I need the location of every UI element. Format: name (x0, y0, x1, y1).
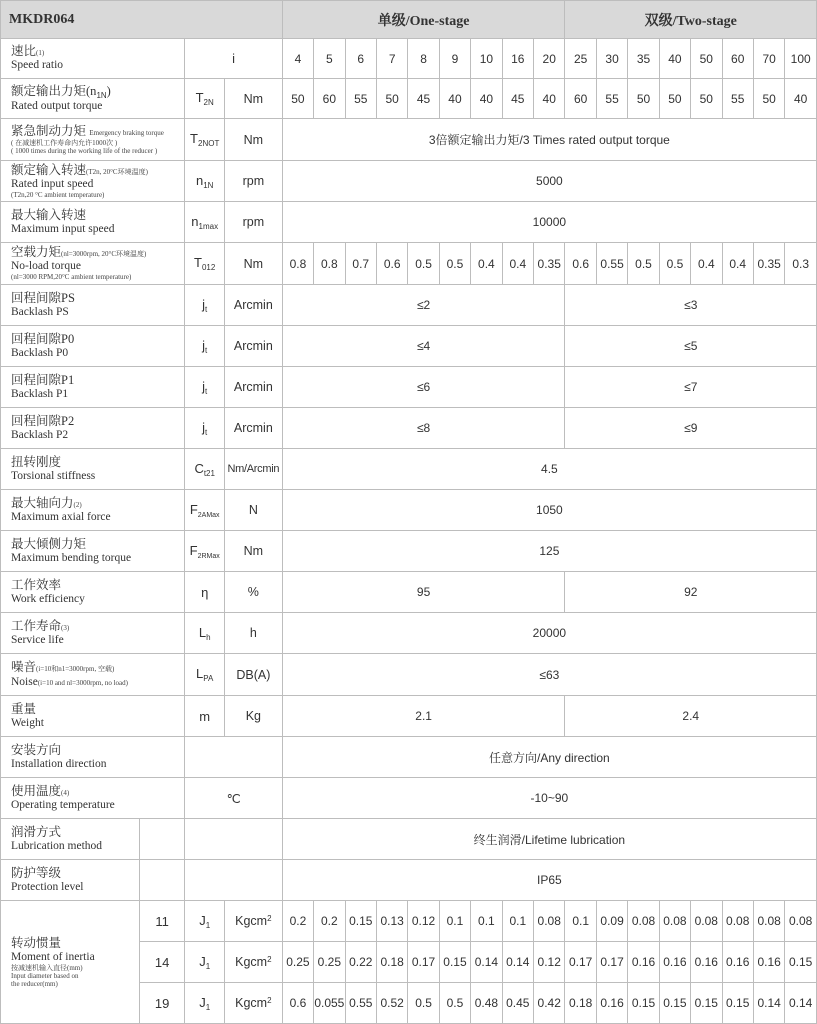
protection-row (1, 860, 817, 901)
ratio-label: 速比(1) Speed ratio (1, 39, 185, 79)
inertia-value: 0.1 (565, 901, 596, 942)
emergency-torque-value: 3倍额定输出力矩/3 Times rated output torque (282, 119, 816, 161)
inertia-value: 0.1 (471, 901, 502, 942)
weight-unit: Kg (224, 696, 282, 737)
inertia-label: 转动惯量 Moment of inertia 按减速机输入直径(mm) Input diameter based on the reducer(mm) (1, 901, 140, 1024)
rated-torque-value: 40 (439, 79, 470, 119)
noload-torque-value: 0.5 (408, 243, 439, 285)
noload-torque-value: 0.5 (659, 243, 690, 285)
inertia-value: 0.17 (565, 942, 596, 983)
noload-torque-value: 0.8 (314, 243, 345, 285)
rated-torque-value: 55 (345, 79, 376, 119)
rated-torque-value: 60 (314, 79, 345, 119)
inertia-value: 0.6 (282, 983, 313, 1024)
inertia-value: 0.12 (408, 901, 439, 942)
rated-speed-row (1, 161, 817, 202)
ratio-value: 60 (722, 39, 753, 79)
ratio-value: 30 (596, 39, 627, 79)
efficiency-two-stage: 92 (565, 572, 817, 613)
inertia-value: 0.08 (691, 901, 722, 942)
service-life-label: 工作寿命(3) Service life (1, 613, 185, 654)
efficiency-symbol: η (185, 572, 225, 613)
backlash-ps-unit: Arcmin (224, 285, 282, 326)
inertia-value: 0.16 (753, 942, 784, 983)
ratio-value: 70 (753, 39, 784, 79)
efficiency-one-stage: 95 (282, 572, 565, 613)
inertia-unit: Kgcm$^2$ (224, 901, 282, 942)
noload-torque-value: 0.7 (345, 243, 376, 285)
rated-torque-unit: Nm (224, 79, 282, 119)
max-speed-value: 10000 (282, 202, 816, 243)
ratio-value: 50 (691, 39, 722, 79)
weight-two-stage: 2.4 (565, 696, 817, 737)
noload-torque-label: 空载力矩(nl=3000rpm, 20°C环境温度) No-load torque (nl=3000 RPM,20°C ambient temperature) (1, 243, 185, 285)
inertia-value: 0.08 (628, 901, 659, 942)
inertia-value: 0.25 (282, 942, 313, 983)
noise-symbol: $L_{PA}$ (185, 654, 225, 696)
rated-torque-value: 55 (722, 79, 753, 119)
inertia-value: 0.14 (753, 983, 784, 1024)
ratio-value: 35 (628, 39, 659, 79)
inertia-value: 0.055 (314, 983, 345, 1024)
bending-torque-symbol: $F_{2RMax}$ (185, 531, 225, 572)
backlash-p2-row (1, 408, 817, 449)
noload-torque-value: 0.35 (753, 243, 784, 285)
backlash-p1-symbol: $j_t$ (185, 367, 225, 408)
axial-force-label: 最大轴向力(2) Maximum axial force (1, 490, 185, 531)
noload-torque-value: 0.35 (533, 243, 565, 285)
rated-torque-symbol: $T_{2N}$ (185, 79, 225, 119)
inertia-value: 0.1 (502, 901, 533, 942)
model-name: MKDR064 (1, 1, 283, 39)
backlash-ps-label: 回程间隙PS Backlash PS (1, 285, 185, 326)
inertia-value: 0.2 (282, 901, 313, 942)
rated-speed-label: 额定输入转速(T2n, 20°C环境温度) Rated input speed (T2n,20 °C ambient temperature) (1, 161, 185, 202)
backlash-p1-two-stage: ≤7 (565, 367, 817, 408)
ratio-value: 6 (345, 39, 376, 79)
rated-torque-value: 45 (408, 79, 439, 119)
inertia-value: 0.5 (439, 983, 470, 1024)
rated-torque-value: 50 (628, 79, 659, 119)
stiffness-row (1, 449, 817, 490)
backlash-p1-label: 回程间隙P1 Backlash P1 (1, 367, 185, 408)
backlash-p0-label: 回程间隙P0 Backlash P0 (1, 326, 185, 367)
inertia-value: 0.08 (722, 901, 753, 942)
inertia-value: 0.14 (471, 942, 502, 983)
inertia-value: 0.13 (376, 901, 407, 942)
lubrication-row (1, 819, 817, 860)
rated-speed-unit: rpm (224, 161, 282, 202)
backlash-ps-two-stage: ≤3 (565, 285, 817, 326)
inertia-value: 0.25 (314, 942, 345, 983)
axial-force-row (1, 490, 817, 531)
noload-torque-value: 0.5 (439, 243, 470, 285)
inertia-value: 0.42 (533, 983, 565, 1024)
inertia-value: 0.15 (722, 983, 753, 1024)
backlash-p0-unit: Arcmin (224, 326, 282, 367)
bending-torque-label: 最大倾侧力矩 Maximum bending torque (1, 531, 185, 572)
inertia-value: 0.18 (565, 983, 596, 1024)
protection-label: 防护等级 Protection level (1, 860, 140, 901)
noload-torque-value: 0.4 (722, 243, 753, 285)
rated-torque-label: 额定输出力矩$(n_{1N})$ Rated output torque (1, 79, 185, 119)
noload-torque-value: 0.6 (565, 243, 596, 285)
header-row (1, 1, 817, 39)
rated-torque-value: 40 (785, 79, 817, 119)
rated-torque-value: 55 (596, 79, 627, 119)
inertia-symbol: $J_1$ (185, 901, 225, 942)
backlash-p2-unit: Arcmin (224, 408, 282, 449)
inertia-value: 0.17 (596, 942, 627, 983)
protection-empty-b (185, 860, 282, 901)
service-life-unit: h (224, 613, 282, 654)
max-speed-unit: rpm (224, 202, 282, 243)
noise-unit: DB(A) (224, 654, 282, 696)
rated-torque-value: 40 (471, 79, 502, 119)
inertia-value: 0.16 (628, 942, 659, 983)
noload-torque-row (1, 243, 817, 285)
lubrication-empty-a (139, 819, 185, 860)
ratio-value: 100 (785, 39, 817, 79)
inertia-diameter: 19 (139, 983, 185, 1024)
axial-force-symbol: $F_{2AMax}$ (185, 490, 225, 531)
rated-speed-value: 5000 (282, 161, 816, 202)
lubrication-empty-b (185, 819, 282, 860)
ratio-value: 10 (471, 39, 502, 79)
inertia-value: 0.16 (691, 942, 722, 983)
rated-torque-value: 50 (659, 79, 690, 119)
stiffness-label: 扭转刚度 Torsional stiffness (1, 449, 185, 490)
max-speed-label: 最大输入转速 Maximum input speed (1, 202, 185, 243)
inertia-value: 0.15 (659, 983, 690, 1024)
rated-torque-value: 50 (753, 79, 784, 119)
bending-torque-row (1, 531, 817, 572)
weight-symbol: m (185, 696, 225, 737)
backlash-p0-one-stage: ≤4 (282, 326, 565, 367)
backlash-p1-unit: Arcmin (224, 367, 282, 408)
inertia-value: 0.18 (376, 942, 407, 983)
axial-force-unit: N (224, 490, 282, 531)
rated-torque-value: 50 (282, 79, 313, 119)
rated-torque-value: 60 (565, 79, 596, 119)
backlash-ps-row (1, 285, 817, 326)
efficiency-unit: % (224, 572, 282, 613)
rated-torque-value: 50 (691, 79, 722, 119)
ratio-value: 40 (659, 39, 690, 79)
noload-torque-symbol: $T_{012}$ (185, 243, 225, 285)
ratio-row (1, 39, 817, 79)
inertia-value: 0.08 (533, 901, 565, 942)
emergency-torque-symbol: $T_{2NOT}$ (185, 119, 225, 161)
noload-torque-value: 0.3 (785, 243, 817, 285)
backlash-p1-row (1, 367, 817, 408)
noload-torque-value: 0.5 (628, 243, 659, 285)
backlash-p0-two-stage: ≤5 (565, 326, 817, 367)
noload-torque-unit: Nm (224, 243, 282, 285)
protection-empty-a (139, 860, 185, 901)
backlash-p0-symbol: $j_t$ (185, 326, 225, 367)
noise-value: ≤63 (282, 654, 816, 696)
rated-torque-row (1, 79, 817, 119)
stiffness-symbol: $C_{t21}$ (185, 449, 225, 490)
inertia-value: 0.16 (722, 942, 753, 983)
inertia-value: 0.09 (596, 901, 627, 942)
inertia-value: 0.55 (345, 983, 376, 1024)
max-speed-symbol: $n_{1max}$ (185, 202, 225, 243)
inertia-value: 0.45 (502, 983, 533, 1024)
weight-label: 重量 Weight (1, 696, 185, 737)
weight-row (1, 696, 817, 737)
bending-torque-unit: Nm (224, 531, 282, 572)
inertia-value: 0.14 (502, 942, 533, 983)
service-life-symbol: $L_h$ (185, 613, 225, 654)
noload-torque-value: 0.4 (502, 243, 533, 285)
lubrication-label: 润滑方式 Lubrication method (1, 819, 140, 860)
ratio-value: 7 (376, 39, 407, 79)
inertia-value: 0.08 (785, 901, 817, 942)
backlash-p2-two-stage: ≤9 (565, 408, 817, 449)
two-stage-header: 双级/Two-stage (565, 1, 817, 39)
noload-torque-value: 0.8 (282, 243, 313, 285)
noise-row (1, 654, 817, 696)
efficiency-row (1, 572, 817, 613)
temperature-value: -10~90 (282, 778, 816, 819)
noload-torque-value: 0.6 (376, 243, 407, 285)
inertia-symbol: $J_1$ (185, 983, 225, 1024)
inertia-value: 0.1 (439, 901, 470, 942)
inertia-value: 0.16 (596, 983, 627, 1024)
protection-value: IP65 (282, 860, 816, 901)
inertia-value: 0.15 (439, 942, 470, 983)
inertia-diameter: 14 (139, 942, 185, 983)
rated-torque-value: 40 (533, 79, 565, 119)
emergency-torque-row (1, 119, 817, 161)
temperature-label: 使用温度(4) Operating temperature (1, 778, 185, 819)
inertia-value: 0.17 (408, 942, 439, 983)
lubrication-value: 终生润滑/Lifetime lubrication (282, 819, 816, 860)
inertia-value: 0.48 (471, 983, 502, 1024)
temperature-unit: ℃ (185, 778, 282, 819)
backlash-p1-one-stage: ≤6 (282, 367, 565, 408)
inertia-value: 0.2 (314, 901, 345, 942)
backlash-p2-symbol: $j_t$ (185, 408, 225, 449)
inertia-value: 0.08 (753, 901, 784, 942)
ratio-value: 9 (439, 39, 470, 79)
inertia-value: 0.15 (628, 983, 659, 1024)
backlash-ps-symbol: $j_t$ (185, 285, 225, 326)
installation-label: 安装方向 Installation direction (1, 737, 185, 778)
inertia-value: 0.12 (533, 942, 565, 983)
bending-torque-value: 125 (282, 531, 816, 572)
installation-row (1, 737, 817, 778)
weight-one-stage: 2.1 (282, 696, 565, 737)
inertia-value: 0.14 (785, 983, 817, 1024)
inertia-value: 0.08 (659, 901, 690, 942)
temperature-row (1, 778, 817, 819)
stiffness-value: 4.5 (282, 449, 816, 490)
inertia-diameter: 11 (139, 901, 185, 942)
ratio-value: 4 (282, 39, 313, 79)
service-life-row (1, 613, 817, 654)
inertia-value: 0.52 (376, 983, 407, 1024)
inertia-value: 0.22 (345, 942, 376, 983)
ratio-value: 8 (408, 39, 439, 79)
backlash-p2-label: 回程间隙P2 Backlash P2 (1, 408, 185, 449)
efficiency-label: 工作效率 Work efficiency (1, 572, 185, 613)
inertia-value: 0.15 (691, 983, 722, 1024)
inertia-value: 0.15 (785, 942, 817, 983)
backlash-p0-row (1, 326, 817, 367)
inertia-unit: Kgcm$^2$ (224, 942, 282, 983)
stiffness-unit: Nm/Arcmin (224, 449, 282, 490)
service-life-value: 20000 (282, 613, 816, 654)
inertia-unit: Kgcm$^2$ (224, 983, 282, 1024)
backlash-p2-one-stage: ≤8 (282, 408, 565, 449)
axial-force-value: 1050 (282, 490, 816, 531)
ratio-value: 16 (502, 39, 533, 79)
ratio-value: 5 (314, 39, 345, 79)
inertia-value: 0.5 (408, 983, 439, 1024)
emergency-torque-label: 紧急制动力矩 Emergency braking torque ( 在减速机工作寿命内允许1000次 ) ( 1000 times during the working life of the reducer ) (1, 119, 185, 161)
inertia-value: 0.15 (345, 901, 376, 942)
rated-torque-value: 50 (376, 79, 407, 119)
noload-torque-value: 0.4 (691, 243, 722, 285)
ratio-value: 20 (533, 39, 565, 79)
noise-label: 噪音(i=10和n1=3000rpm, 空载) Noise(i=10 and nl=3000rpm, no load) (1, 654, 185, 696)
rated-speed-symbol: $n_{1N}$ (185, 161, 225, 202)
ratio-value: 25 (565, 39, 596, 79)
inertia-row-11 (1, 901, 817, 942)
noload-torque-value: 0.4 (471, 243, 502, 285)
backlash-ps-one-stage: ≤2 (282, 285, 565, 326)
installation-unit-empty (185, 737, 282, 778)
inertia-symbol: $J_1$ (185, 942, 225, 983)
ratio-symbol: i (185, 39, 282, 79)
inertia-value: 0.16 (659, 942, 690, 983)
installation-value: 任意方向/Any direction (282, 737, 816, 778)
rated-torque-value: 45 (502, 79, 533, 119)
one-stage-header: 单级/One-stage (282, 1, 565, 39)
emergency-torque-unit: Nm (224, 119, 282, 161)
noload-torque-value: 0.55 (596, 243, 627, 285)
max-speed-row (1, 202, 817, 243)
